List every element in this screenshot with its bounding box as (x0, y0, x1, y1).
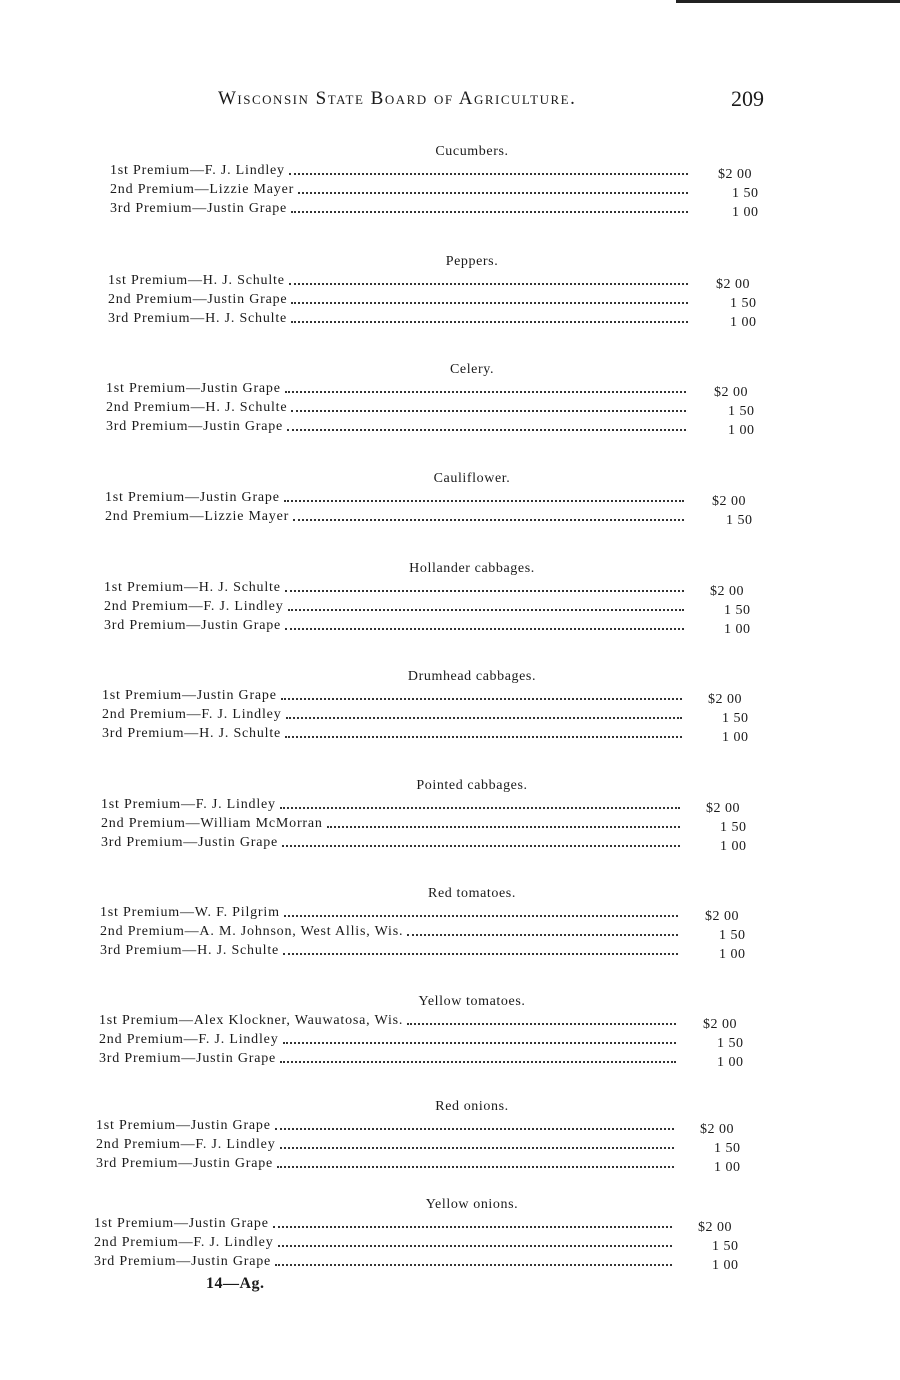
section-title: Pointed cabbages. (416, 778, 528, 793)
dot-leader (284, 915, 678, 917)
premium-entry (101, 816, 760, 835)
top-rule (676, 0, 900, 3)
dot-leader (280, 1147, 675, 1149)
dot-leader (293, 519, 684, 521)
premium-label: 1st Premium—H. J. Schulte (104, 580, 281, 595)
premium-entry (110, 182, 760, 201)
premium-label: 3rd Premium—H. J. Schulte (108, 311, 288, 326)
dot-leader (278, 1245, 673, 1247)
premium-amount: $2 00 (705, 909, 739, 924)
premium-label: 3rd Premium—Justin Grape (94, 1254, 272, 1269)
premium-label: 1st Premium—F. J. Lindley (101, 797, 276, 812)
premium-amount: 1 50 (720, 820, 747, 835)
premium-label: 3rd Premium—H. J. Schulte (100, 943, 280, 958)
premium-amount: 1 50 (732, 186, 759, 201)
dot-leader (407, 934, 678, 936)
section-title: Hollander cabbages. (409, 561, 535, 576)
premium-amount: $2 00 (714, 385, 748, 400)
premium-amount: 1 50 (730, 296, 757, 311)
premium-label: 1st Premium—Justin Grape (106, 381, 281, 396)
premium-entry (99, 1032, 760, 1051)
premium-entry (102, 707, 760, 726)
premium-entry (96, 1156, 760, 1175)
signature-mark: 14—Ag. (206, 1275, 265, 1292)
dot-leader (280, 1061, 676, 1063)
premium-entry (106, 419, 760, 438)
dot-leader (277, 1166, 674, 1168)
premium-label: 2nd Premium—F. J. Lindley (102, 707, 282, 722)
dot-leader (283, 953, 678, 955)
premium-amount: 1 50 (712, 1239, 739, 1254)
dot-leader (284, 500, 684, 502)
premium-entry (110, 163, 760, 182)
premium-amount: $2 00 (700, 1122, 734, 1137)
premium-amount: 1 50 (722, 711, 749, 726)
dot-leader (273, 1226, 672, 1228)
dot-leader (282, 845, 680, 847)
premium-label: 2nd Premium—F. J. Lindley (96, 1137, 276, 1152)
premium-label: 3rd Premium—Justin Grape (106, 419, 284, 434)
premium-label: 3rd Premium—Justin Grape (101, 835, 279, 850)
premium-amount: 1 00 (732, 205, 759, 220)
premium-label: 1st Premium—Alex Klockner, Wauwatosa, Wis. (99, 1013, 404, 1028)
premium-amount: $2 00 (703, 1017, 737, 1032)
section-title: Drumhead cabbages. (407, 669, 537, 684)
dot-leader (291, 302, 688, 304)
premium-entry (100, 943, 760, 962)
premium-label: 3rd Premium—Justin Grape (96, 1156, 274, 1171)
dot-leader (281, 698, 682, 700)
premium-entry (105, 490, 760, 509)
premium-entry (101, 835, 760, 854)
premium-entry (106, 400, 760, 419)
dot-leader (285, 628, 684, 630)
premium-label: 2nd Premium—F. J. Lindley (99, 1032, 279, 1047)
dot-leader (287, 429, 686, 431)
dot-leader (289, 173, 688, 175)
premium-entry (99, 1051, 760, 1070)
premium-amount: $2 00 (708, 692, 742, 707)
premium-amount: 1 00 (728, 423, 755, 438)
dot-leader (288, 609, 685, 611)
dot-leader (289, 283, 688, 285)
premium-amount: 1 00 (724, 622, 751, 637)
premium-entry (99, 1013, 760, 1032)
premium-label: 2nd Premium—H. J. Schulte (106, 400, 288, 415)
premium-amount: 1 50 (724, 603, 751, 618)
dot-leader (407, 1023, 676, 1025)
premium-entry (94, 1216, 760, 1235)
premium-amount: 1 50 (728, 404, 755, 419)
premium-label: 2nd Premium—F. J. Lindley (94, 1235, 274, 1250)
section-title: Yellow tomatoes. (418, 994, 526, 1009)
premium-label: 2nd Premium—Lizzie Mayer (105, 509, 290, 524)
premium-amount: $2 00 (710, 584, 744, 599)
premium-amount: 1 00 (720, 839, 747, 854)
dot-leader (291, 211, 688, 213)
premium-amount: 1 00 (717, 1055, 744, 1070)
premium-label: 3rd Premium—Justin Grape (110, 201, 288, 216)
premium-label: 3rd Premium—H. J. Schulte (102, 726, 282, 741)
dot-leader (285, 590, 684, 592)
premium-amount: 1 00 (712, 1258, 739, 1273)
premium-amount: 1 50 (717, 1036, 744, 1051)
premium-entry (106, 381, 760, 400)
premium-entry (102, 726, 760, 745)
premium-label: 2nd Premium—William McMorran (101, 816, 323, 831)
premium-amount: $2 00 (712, 494, 746, 509)
premium-entry (94, 1235, 760, 1254)
premium-entry (104, 580, 760, 599)
premium-amount: $2 00 (718, 167, 752, 182)
premium-amount: 1 50 (719, 928, 746, 943)
dot-leader (286, 717, 683, 719)
premium-amount: 1 50 (714, 1141, 741, 1156)
dot-leader (280, 807, 680, 809)
dot-leader (275, 1264, 672, 1266)
premium-entry (100, 905, 760, 924)
premium-label: 2nd Premium—F. J. Lindley (104, 599, 284, 614)
dot-leader (275, 1128, 674, 1130)
premium-label: 1st Premium—H. J. Schulte (108, 273, 285, 288)
premium-label: 3rd Premium—Justin Grape (104, 618, 282, 633)
section-title: Celery. (449, 362, 495, 377)
premium-label: 2nd Premium—Justin Grape (108, 292, 288, 307)
running-title: Wisconsin State Board of Agriculture. (218, 88, 577, 109)
premium-amount: 1 00 (714, 1160, 741, 1175)
premium-entry (110, 201, 760, 220)
premium-entry (101, 797, 760, 816)
dot-leader (327, 826, 680, 828)
premium-amount: $2 00 (706, 801, 740, 816)
section-title: Cucumbers. (435, 144, 509, 159)
premium-label: 1st Premium—Justin Grape (102, 688, 277, 703)
premium-entry (108, 311, 760, 330)
premium-entry (96, 1137, 760, 1156)
running-head (0, 88, 900, 112)
premium-label: 1st Premium—Justin Grape (96, 1118, 271, 1133)
page-number: 209 (731, 86, 764, 111)
premium-entry (108, 273, 760, 292)
premium-entry (94, 1254, 760, 1273)
premium-entry (96, 1118, 760, 1137)
dot-leader (298, 192, 688, 194)
premium-entry (104, 599, 760, 618)
premium-label: 2nd Premium—A. M. Johnson, West Allis, Wis. (100, 924, 404, 939)
dot-leader (285, 736, 682, 738)
premium-amount: $2 00 (716, 277, 750, 292)
premium-amount: 1 00 (719, 947, 746, 962)
premium-label: 3rd Premium—Justin Grape (99, 1051, 277, 1066)
premium-entry (105, 509, 760, 528)
premium-entry (102, 688, 760, 707)
section-title: Yellow onions. (425, 1197, 519, 1212)
dot-leader (285, 391, 686, 393)
premium-amount: $2 00 (698, 1220, 732, 1235)
dot-leader (291, 410, 686, 412)
section-title: Red tomatoes. (428, 886, 516, 901)
premium-label: 1st Premium—W. F. Pilgrim (100, 905, 280, 920)
premium-label: 1st Premium—F. J. Lindley (110, 163, 285, 178)
premium-amount: 1 50 (726, 513, 753, 528)
premium-amount: 1 00 (722, 730, 749, 745)
premium-entry (100, 924, 760, 943)
section-title: Red onions. (435, 1099, 509, 1114)
section-title: Cauliflower. (433, 471, 511, 486)
premium-amount: 1 00 (730, 315, 757, 330)
dot-leader (291, 321, 688, 323)
section-title: Peppers. (445, 254, 499, 269)
premium-label: 1st Premium—Justin Grape (105, 490, 280, 505)
dot-leader (283, 1042, 677, 1044)
premium-label: 2nd Premium—Lizzie Mayer (110, 182, 295, 197)
premium-entry (108, 292, 760, 311)
premium-entry (104, 618, 760, 637)
premium-label: 1st Premium—Justin Grape (94, 1216, 269, 1231)
